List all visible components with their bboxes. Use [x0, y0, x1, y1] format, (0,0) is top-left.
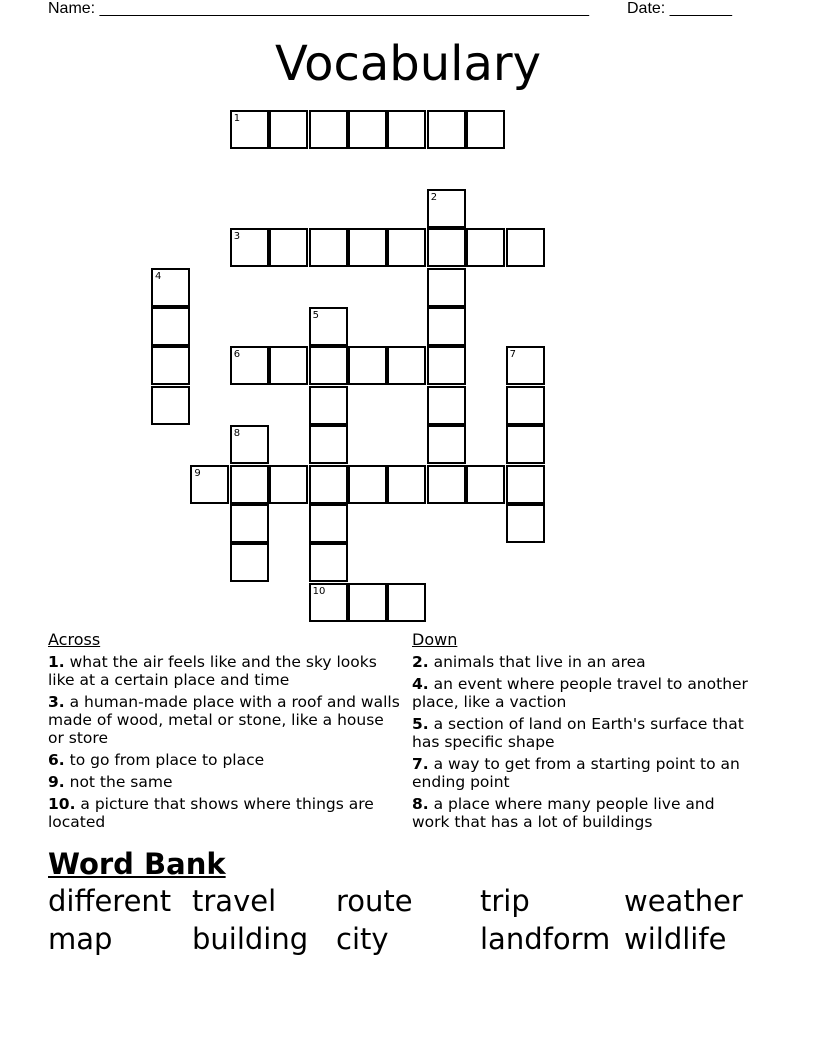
grid-cell[interactable]: [309, 386, 348, 425]
grid-cell[interactable]: [387, 583, 426, 622]
grid-cell[interactable]: [427, 465, 466, 504]
clue-text: animals that live in an area: [428, 653, 646, 671]
across-clue: [48, 653, 404, 689]
clue-text: not the same: [64, 773, 173, 791]
grid-cell[interactable]: [427, 268, 466, 307]
grid-cell[interactable]: [427, 307, 466, 346]
across-clue: [48, 693, 404, 747]
grid-cell[interactable]: [506, 346, 545, 385]
grid-cell[interactable]: [230, 543, 269, 582]
grid-cell[interactable]: [309, 583, 348, 622]
clue-number: 9: [194, 467, 201, 479]
grid-cell[interactable]: [506, 228, 545, 267]
down-heading: Down: [412, 630, 458, 649]
name-line[interactable]: _______________________________________________________: [99, 0, 589, 17]
clue-num: 4.: [412, 675, 429, 693]
clue-num: 5.: [412, 715, 429, 733]
clue-text: a place where many people live and work that has a lot of buildings: [412, 795, 715, 831]
clue-number: 2: [430, 191, 438, 203]
down-clue: [412, 795, 752, 831]
clue-number: 6: [233, 349, 241, 361]
clue-num: 9.: [48, 773, 65, 791]
across-clues: [48, 630, 404, 835]
clue-number: 10: [312, 585, 326, 597]
grid-cell[interactable]: [427, 346, 466, 385]
word-bank-word: trip: [480, 884, 530, 918]
grid-cell[interactable]: [269, 228, 308, 267]
clue-num: 7.: [412, 755, 429, 773]
date-line[interactable]: _______: [669, 0, 732, 17]
grid-cell[interactable]: [309, 110, 348, 149]
grid-cell[interactable]: [427, 110, 466, 149]
clue-number: 5: [312, 310, 319, 321]
grid-cell[interactable]: [466, 465, 505, 504]
page-title: Vocabulary: [274, 36, 542, 92]
grid-cell[interactable]: [151, 346, 190, 385]
grid-cell[interactable]: [427, 425, 466, 464]
down-clue: [412, 675, 752, 711]
grid-cell[interactable]: [506, 386, 545, 425]
word-bank-word: building: [192, 922, 309, 956]
grid-cell[interactable]: [309, 425, 348, 464]
down-clues: [412, 630, 752, 835]
down-clue: [412, 755, 752, 791]
grid-cell[interactable]: [427, 189, 466, 228]
name-label: Name:: [48, 0, 96, 17]
clue-number: 4: [155, 270, 162, 282]
grid-cell[interactable]: [269, 110, 308, 149]
clue-text: a picture that shows where things are located: [48, 795, 374, 831]
clue-text: an event where people travel to another place, like a vaction: [412, 675, 748, 711]
grid-cell[interactable]: [151, 307, 190, 346]
grid-cell[interactable]: [309, 307, 348, 346]
clue-num: 10.: [48, 795, 76, 813]
word-bank-title: Word Bank: [48, 847, 226, 881]
clue-text: a human-made place with a roof and walls made of wood, metal or stone, like a house or store: [48, 693, 400, 747]
word-bank-word: landform: [480, 922, 611, 956]
clue-number: 8: [233, 428, 241, 440]
grid-cell[interactable]: [309, 504, 348, 543]
grid-cell[interactable]: [387, 465, 426, 504]
grid-cell[interactable]: [230, 504, 269, 543]
clue-text: a section of land on Earth's surface that has specific shape: [412, 715, 744, 751]
word-bank-word: route: [336, 884, 413, 918]
grid-cell[interactable]: [348, 346, 387, 385]
word-bank-word: wildlife: [624, 922, 727, 956]
grid-cell[interactable]: [348, 228, 387, 267]
word-bank-word: different: [48, 884, 172, 918]
grid-cell[interactable]: [151, 268, 190, 307]
grid-cell[interactable]: [269, 346, 308, 385]
grid-cell[interactable]: [230, 228, 269, 267]
across-heading: Across: [48, 630, 101, 649]
word-bank-word: map: [48, 922, 113, 956]
clue-num: 6.: [48, 751, 65, 769]
grid-cell[interactable]: [309, 228, 348, 267]
clue-num: 3.: [48, 693, 65, 711]
clue-number: 3: [233, 231, 241, 243]
date-label: Date:: [627, 0, 666, 17]
grid-cell[interactable]: [387, 346, 426, 385]
down-clue: [412, 715, 752, 751]
grid-cell[interactable]: [230, 110, 269, 149]
word-bank-word: city: [336, 922, 389, 956]
grid-cell[interactable]: [506, 425, 545, 464]
grid-cell[interactable]: [506, 465, 545, 504]
clue-number: 1: [233, 113, 241, 124]
across-clue: [48, 773, 404, 791]
down-clue: [412, 653, 752, 671]
grid-cell[interactable]: [506, 504, 545, 543]
clue-text: to go from place to place: [64, 751, 265, 769]
clue-number: 7: [509, 349, 516, 361]
across-clue: [48, 795, 404, 831]
grid-cell[interactable]: [309, 543, 348, 582]
word-bank-word: travel: [192, 884, 277, 918]
grid-cell[interactable]: [348, 583, 387, 622]
grid-cell[interactable]: [387, 110, 426, 149]
grid-cell[interactable]: [230, 346, 269, 385]
across-clue: [48, 751, 404, 769]
grid-cell[interactable]: [348, 465, 387, 504]
grid-cell[interactable]: [427, 228, 466, 267]
clue-num: 2.: [412, 653, 429, 671]
word-bank-word: weather: [624, 884, 743, 918]
grid-cell[interactable]: [427, 386, 466, 425]
grid-cell[interactable]: [190, 465, 229, 504]
grid-cell[interactable]: [230, 425, 269, 464]
grid-cell[interactable]: [466, 110, 505, 149]
clue-num: 8.: [412, 795, 429, 813]
clue-num: 1.: [48, 653, 65, 671]
grid-cell[interactable]: [466, 228, 505, 267]
grid-cell[interactable]: [269, 465, 308, 504]
grid-cell[interactable]: [387, 228, 426, 267]
grid-cell[interactable]: [151, 386, 190, 425]
grid-cell[interactable]: [309, 346, 348, 385]
clue-text: a way to get from a starting point to an ending point: [412, 755, 740, 791]
grid-cell[interactable]: [348, 110, 387, 149]
grid-cell[interactable]: [309, 465, 348, 504]
grid-cell[interactable]: [230, 465, 269, 504]
clue-text: what the air feels like and the sky looks like at a certain place and time: [48, 653, 377, 689]
